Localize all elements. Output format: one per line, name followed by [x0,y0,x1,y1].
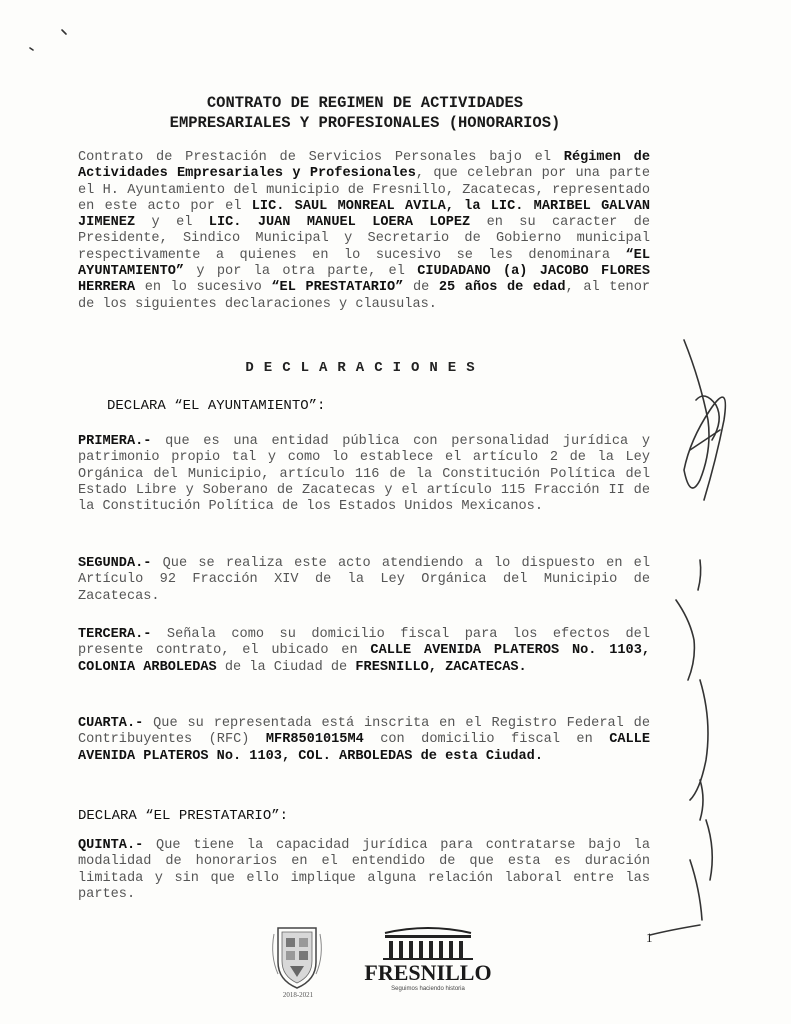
clause-label: QUINTA.- [78,838,144,853]
intro-text-4: en su caracter de Presidente, Sindico Municipal y Secretario de Gobierno municipal respectivamente a quienes en lo sucesivo se les denominara [78,215,650,263]
clause-bold: CALLE AVENIDA PLATEROS No. 1103, COL. ARBOLEDAS de esta Ciudad. [78,732,650,764]
intro-text-8: , al tenor de los siguientes declaraciones y clausulas. [78,280,651,312]
clause-text: Que su representada está inscrita en el Registro Federal de Contribuyentes (RFC) [78,716,650,748]
clause-text: Señala como su domicilio fiscal para los efectos del presente contrato, el ubicado en [78,627,650,659]
intro-text-7: de [403,280,439,296]
intro-text-2: , que celebran por una parte el H. Ayuntamiento del municipio de Fresnillo, Zacatecas, representado en este acto por el [78,166,650,214]
clause-text: con domicilio fiscal en [363,732,610,748]
title-line-2: EMPRESARIALES Y PROFESIONALES (HONORARIOS) [169,114,561,132]
rfc-value: MFR8501015M4 [265,732,364,748]
declara-prestatario-heading: DECLARA “EL PRESTATARIO”: [78,808,289,824]
clause-text: Que tiene la capacidad jurídica para contratarse bajo la modalidad de honorarios en el entendido de que esta es duración limitada y sin que ello implique alguna relación laboral entre las partes. [78,838,650,902]
clause-label: PRIMERA.- [78,434,152,449]
clause-bold: CALLE AVENIDA PLATEROS No. 1103, COLONIA ARBOLEDAS [78,643,651,675]
clause-text: Que se realiza este acto atendiendo a lo dispuesto en el Artículo 92 Fracción XIV de la Ley Orgánica del Municipio de Zacatecas. [78,556,650,604]
intro-bold-6: “EL PRESTATARIO” [271,280,404,296]
intro-bold-7: 25 años de edad [438,280,566,296]
clause-text: que es una entidad pública con personalidad jurídica y patrimonio propio tal y como lo establece el artículo 2 de la Ley Orgánica del Municipio, artículo 116 de la Constitución Política del Estado Libre y Soberano de Zacatecas y el artículo 115 Fracción II de la Constitución Política de los Estados Unidos Mexicanos. [78,434,650,515]
clause-primera [78,434,650,515]
intro-text-3: y el [135,215,209,231]
declaraciones-heading: DECLARACIONES [245,360,485,376]
clause-segunda [78,556,650,605]
declara-ayuntamiento-heading: DECLARA “EL AYUNTAMIENTO”: [107,398,326,414]
intro-text-1: Contrato de Prestación de Servicios Personales bajo el [78,150,564,165]
document-title [0,93,730,133]
page-number: 1 [646,930,653,945]
intro-paragraph [78,150,650,313]
intro-bold-1: Régimen de Actividades Empresariales y Profesionales [78,150,650,182]
clause-label: CUARTA.- [78,716,144,731]
title-line-1: CONTRATO DE REGIMEN DE ACTIVIDADES [206,94,524,112]
intro-bold-5: CIUDADANO (a) JACOBO FLORES HERRERA [78,264,650,296]
clause-tercera [78,627,650,676]
seal-years: 2018-2021 [282,991,314,999]
intro-bold-2: LIC. SAUL MONREAL AVILA, la LIC. MARIBEL GALVAN JIMENEZ [78,198,651,231]
clause-label: TERCERA.- [78,627,152,642]
intro-bold-3: LIC. JUAN MANUEL LOERA LOPEZ [208,215,471,231]
logo-wordmark: FRESNILLO [364,960,492,985]
clause-text: de la Ciudad de [216,659,356,675]
clause-quinta [78,838,650,903]
clause-bold: FRESNILLO, ZACATECAS. [355,659,527,675]
clause-label: SEGUNDA.- [78,556,152,571]
municipal-seal-icon [266,922,328,1002]
logo-tagline: Seguimos haciendo historia [391,986,465,992]
intro-text-5: y por la otra parte, el [184,264,418,280]
intro-bold-4: “EL AYUNTAMIENTO” [78,247,650,280]
clause-cuarta [78,716,650,765]
intro-text-6: en lo sucesivo [135,280,272,296]
